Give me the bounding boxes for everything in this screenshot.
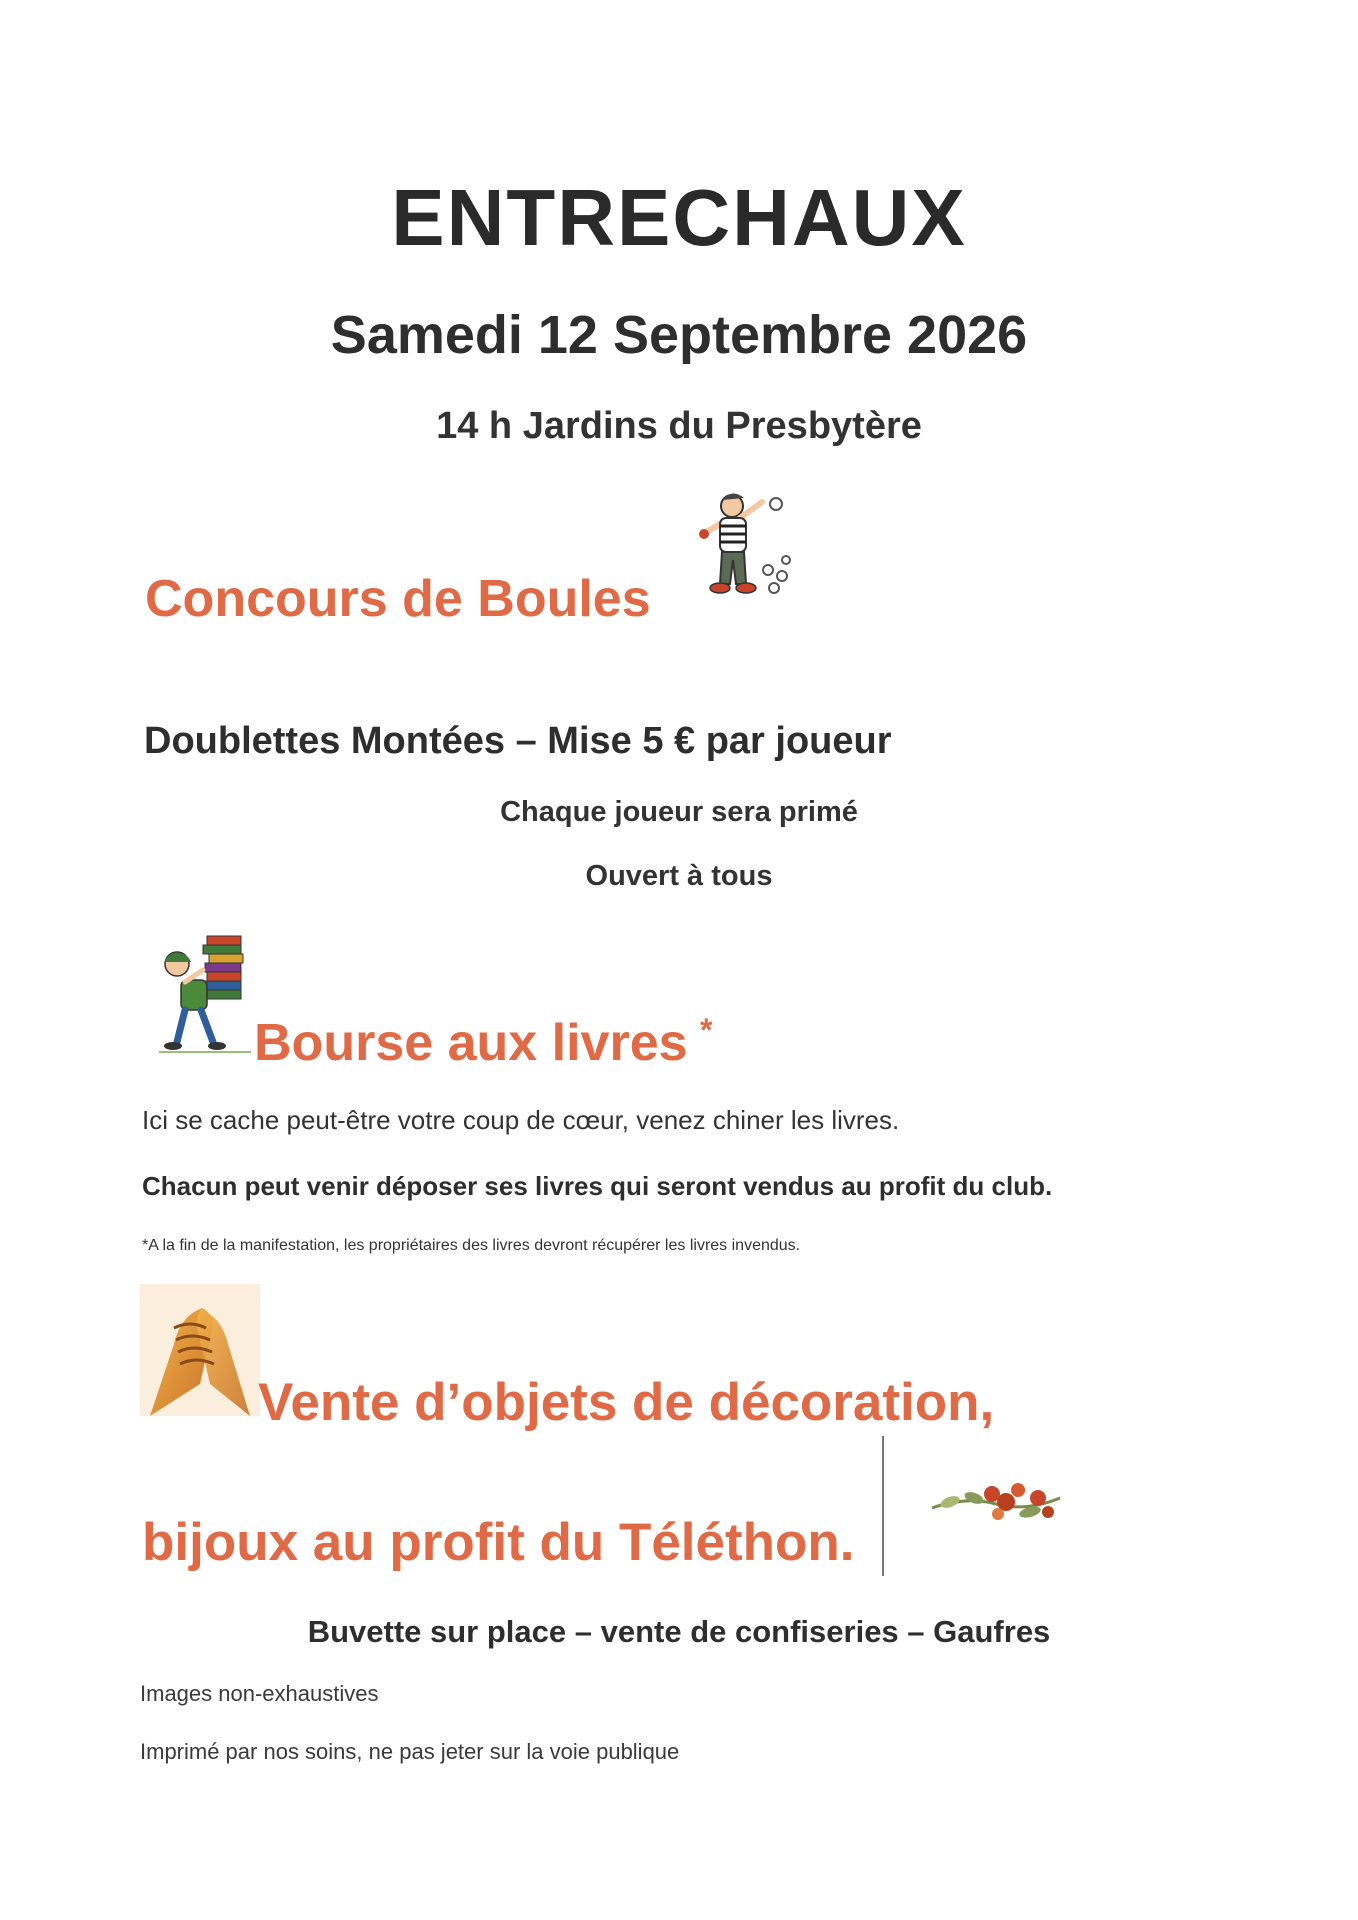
boules-format: Doublettes Montées – Mise 5 € par joueur (144, 720, 892, 762)
decor-flowers-icon (926, 1468, 1066, 1538)
clasped-hands-icon (140, 1284, 260, 1416)
event-location: 14 h Jardins du Presbytère (436, 405, 922, 447)
page-title: ENTRECHAUX (391, 173, 967, 262)
footer-print-note: Imprimé par nos soins, ne pas jeter sur la voie publique (140, 1739, 680, 1764)
child-books-icon (155, 930, 255, 1060)
livres-heading-wrap (254, 1012, 712, 1074)
boules-prize: Chaque joueur sera primé (500, 796, 858, 828)
livres-asterisk: * (700, 1012, 713, 1048)
vente-heading-line2: bijoux au profit du Téléthon. (142, 1513, 855, 1572)
boules-heading: Concours de Boules (145, 570, 651, 628)
livres-heading: Bourse aux livres (254, 1014, 688, 1072)
boules-open: Ouvert à tous (585, 860, 773, 892)
event-date: Samedi 12 Septembre 2026 (330, 305, 1028, 365)
vertical-divider (882, 1436, 884, 1576)
petanque-player-icon (690, 488, 800, 618)
livres-note: *A la fin de la manifestation, les propriétaires des livres devront récupérer les livres invendus. (142, 1237, 801, 1254)
footer-images-note: Images non-exhaustives (140, 1681, 379, 1706)
buvette-line: Buvette sur place – vente de confiseries – Gaufres (307, 1614, 1051, 1649)
vente-heading-line1: Vente d’objets de décoration, (258, 1373, 995, 1432)
livres-intro: Ici se cache peut-être votre coup de cœur, venez chiner les livres. (142, 1105, 900, 1135)
livres-deposit: Chacun peut venir déposer ses livres qui seront vendus au profit du club. (142, 1171, 1053, 1201)
